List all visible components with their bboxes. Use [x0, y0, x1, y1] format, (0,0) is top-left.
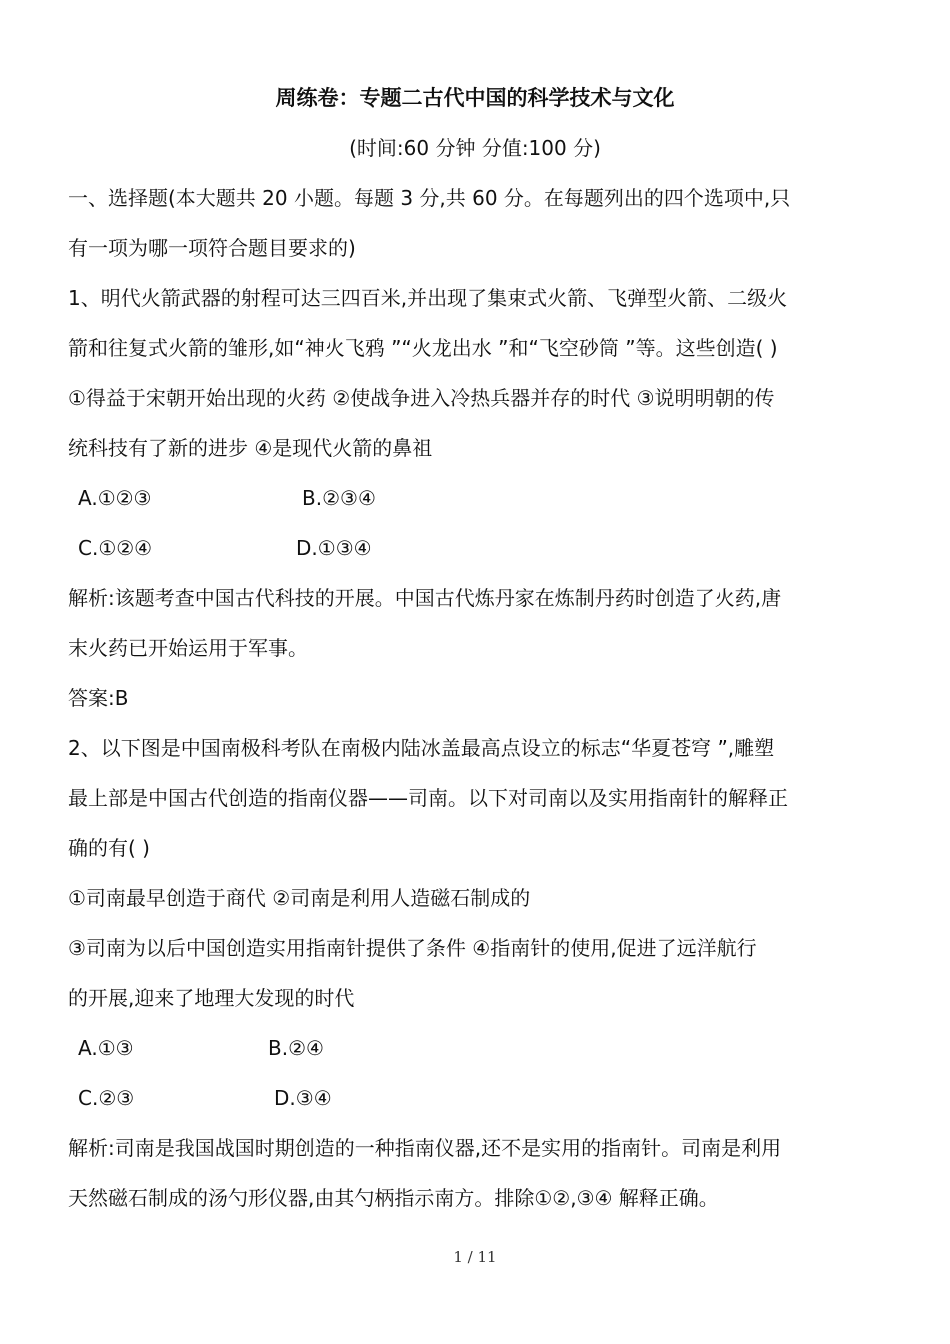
question-2-stem: 2、以下图是中国南极科考队在南极内陆冰盖最高点设立的标志“华夏苍穹 ”,雕塑 [68, 736, 775, 760]
question-2-analysis: 解析:司南是我国战国时期创造的一种指南仪器,还不是实用的指南针。司南是利用 [68, 1136, 782, 1160]
question-2-stem: 最上部是中国古代创造的指南仪器——司南。以下对司南以及实用指南针的解释正 [68, 786, 788, 810]
question-1-stem: 箭和往复式火箭的雏形,如“神火飞鸦 ”“火龙出水 ”和“飞空砂筒 ”等。这些创造( ) [68, 336, 778, 360]
page-number: 1 / 11 [453, 1248, 497, 1266]
question-2-statements: ③司南为以后中国创造实用指南针提供了条件 ④指南针的使用,促进了远洋航行 [68, 936, 757, 960]
question-1-option-d: D.①③④ [296, 536, 372, 560]
question-2-stem: 确的有( ) [68, 836, 150, 860]
question-1-option-b: B.②③④ [302, 486, 376, 510]
question-1-analysis: 解析:该题考查中国古代科技的开展。中国古代炼丹家在炼制丹药时创造了火药,唐 [68, 586, 782, 610]
question-1-option-c: C.①②④ [78, 536, 153, 560]
question-2-option-c: C.②③ [78, 1086, 135, 1110]
question-2-option-d: D.③④ [274, 1086, 332, 1110]
question-2-option-a: A.①③ [78, 1036, 134, 1060]
question-1-statements: 统科技有了新的进步 ④是现代火箭的鼻祖 [68, 436, 433, 460]
section-heading-line: 有一项为哪一项符合题目要求的) [68, 236, 356, 260]
page-title: 周练卷：专题二古代中国的科学技术与文化 [275, 86, 675, 110]
question-1-analysis: 末火药已开始运用于军事。 [68, 636, 308, 660]
question-1-answer: 答案:B [68, 686, 129, 710]
question-2-analysis: 天然磁石制成的汤勺形仪器,由其勺柄指示南方。排除①②,③④ 解释正确。 [68, 1186, 719, 1210]
question-2-statements: ①司南最早创造于商代 ②司南是利用人造磁石制成的 [68, 886, 531, 910]
question-1-option-a: A.①②③ [78, 486, 152, 510]
exam-meta: (时间:60 分钟 分值:100 分) [349, 136, 601, 160]
question-2-statements: 的开展,迎来了地理大发现的时代 [68, 986, 355, 1010]
section-heading-line: 一、选择题(本大题共 20 小题。每题 3 分,共 60 分。在每题列出的四个选项中,只 [68, 186, 791, 210]
question-1-stem: 1、明代火箭武器的射程可达三四百米,并出现了集束式火箭、飞弹型火箭、二级火 [68, 286, 788, 310]
question-1-statements: ①得益于宋朝开始出现的火药 ②使战争进入冷热兵器并存的时代 ③说明明朝的传 [68, 386, 775, 410]
question-2-option-b: B.②④ [268, 1036, 324, 1060]
